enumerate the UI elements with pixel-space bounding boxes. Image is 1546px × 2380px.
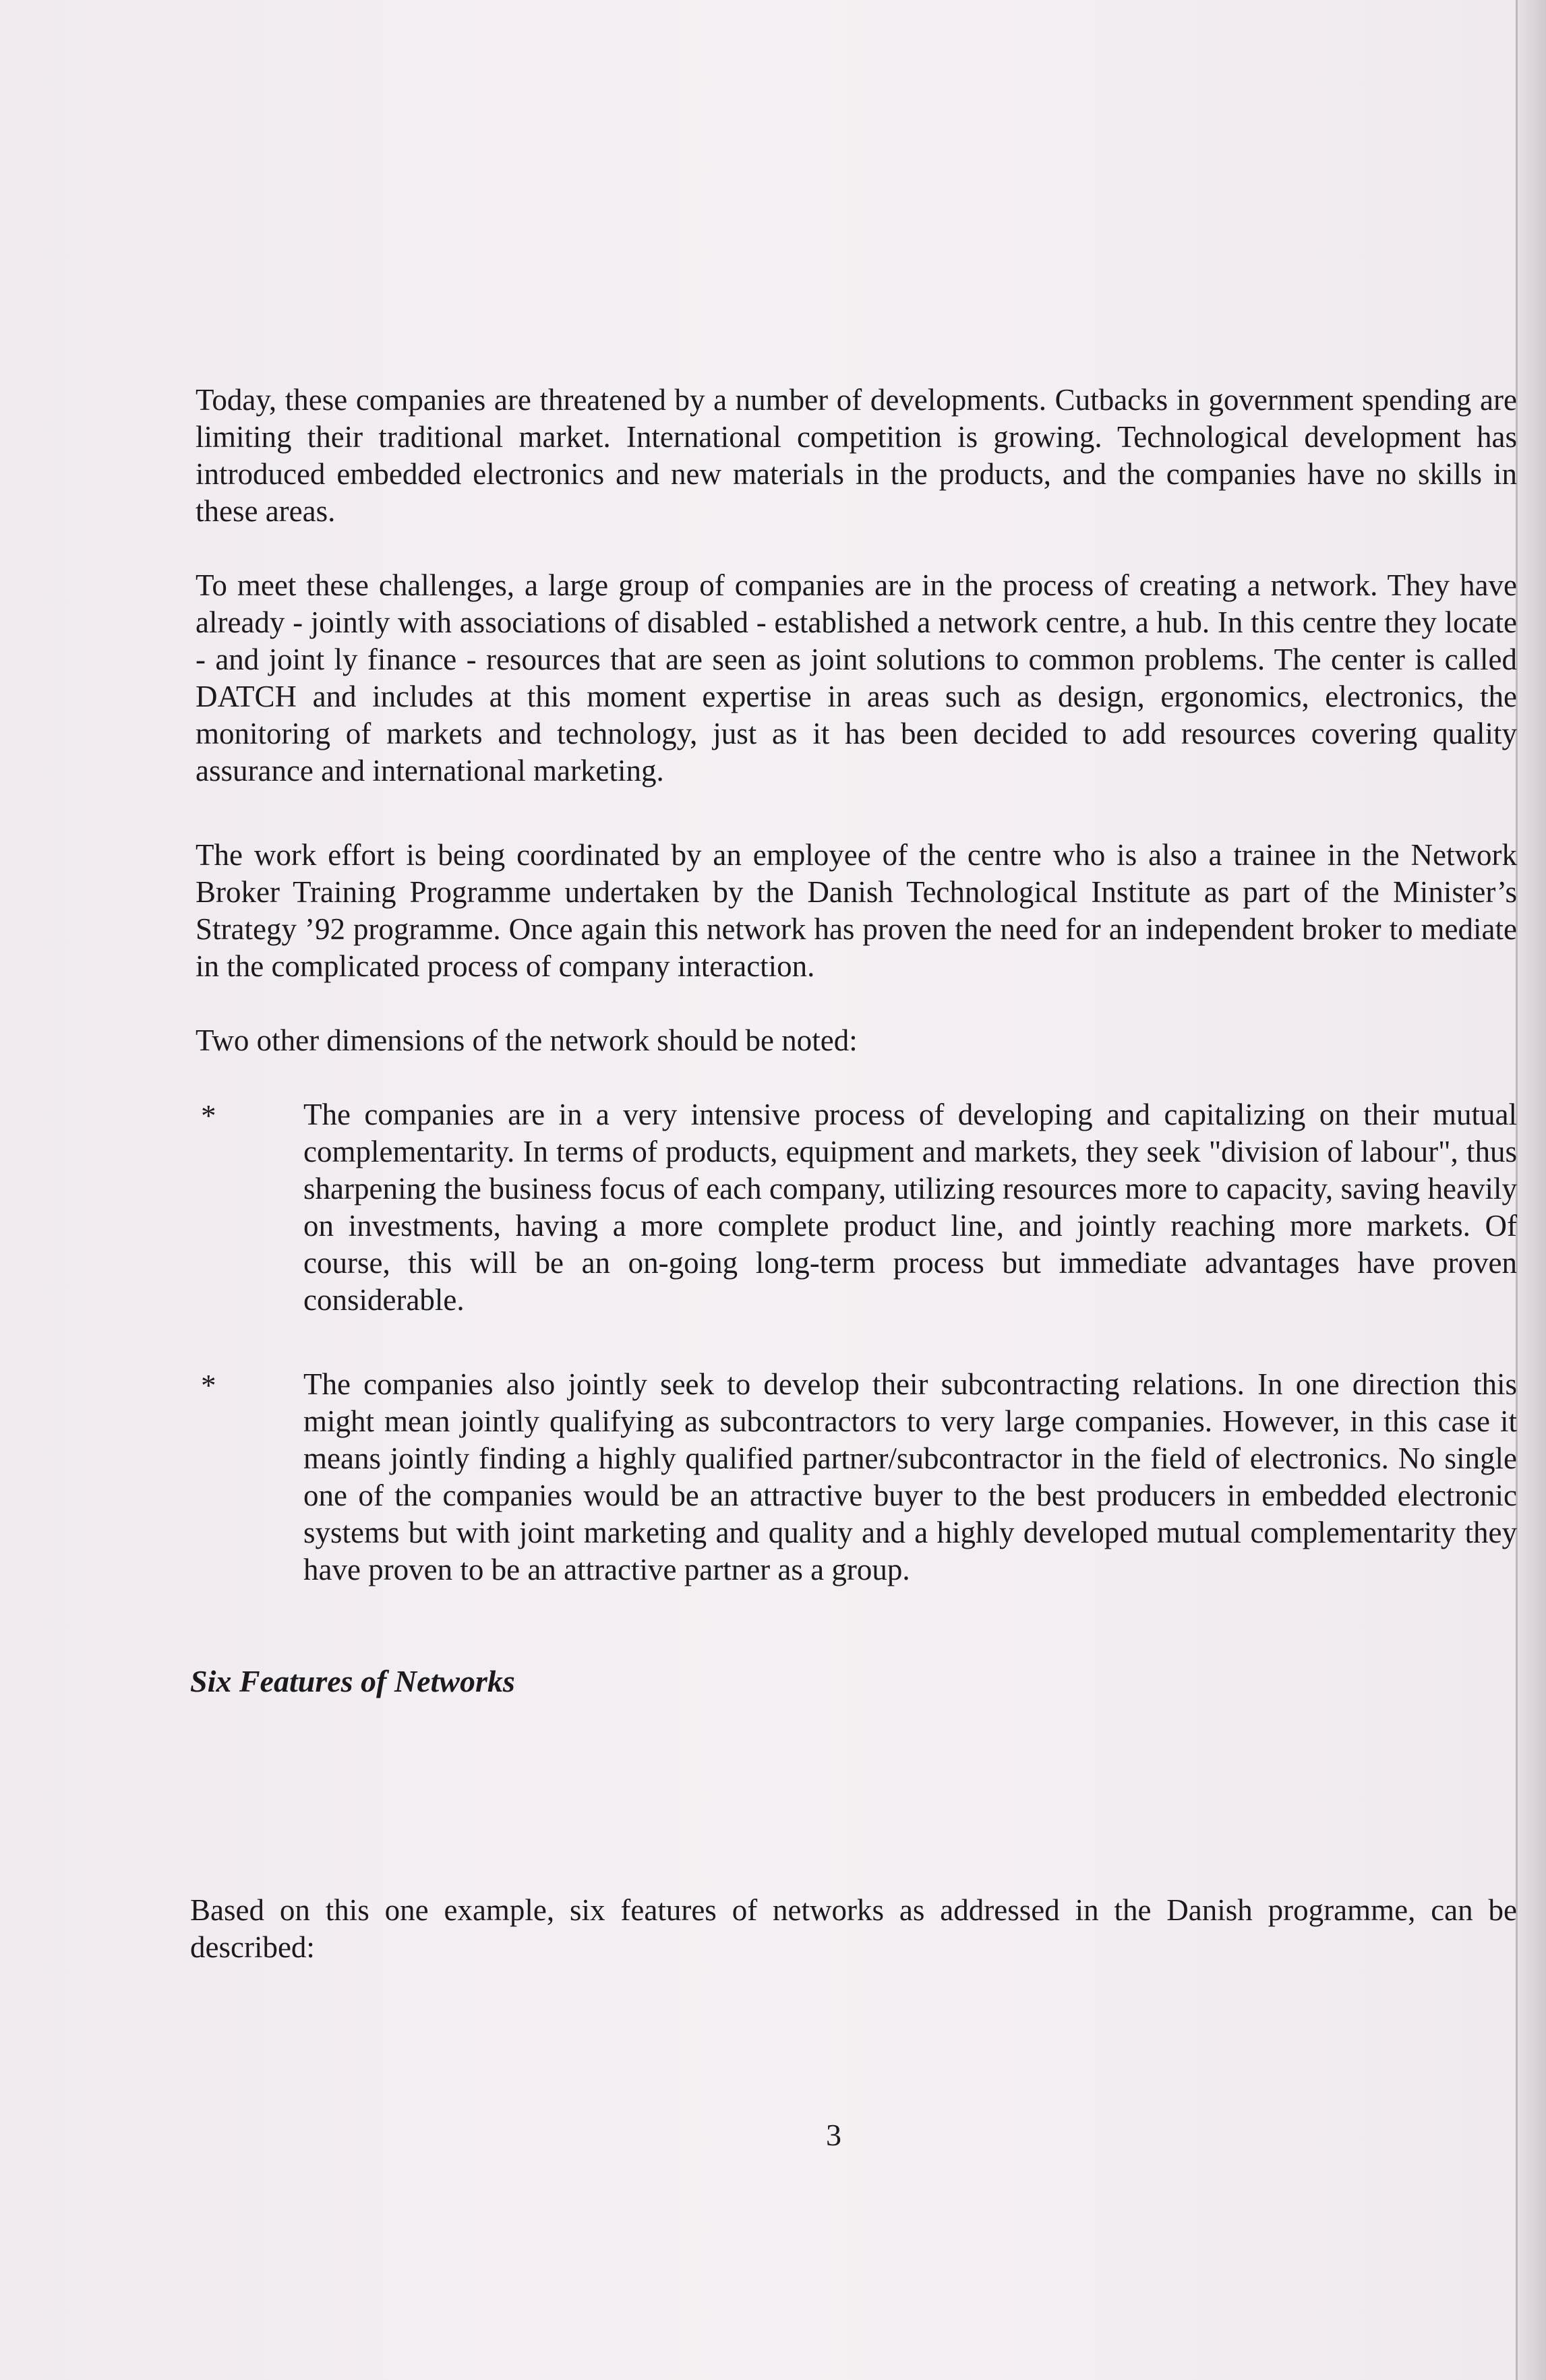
bullet-text: The companies also jointly seek to develop their subcontracting relations. In one direction this might mean jointly qualifying as subcontractors to very large companies. However, in this case it means jointly finding a highly qualified partner/subcontractor in the field of electronics. No single one of the companies would be an attractive buyer to the best producers in embedded electronic systems but with joint marketing and quality and a highly developed mutual complementarity they have proven to be an attractive partner as a group. bbox=[303, 1367, 1517, 1586]
paragraph-six-features-intro: Based on this one example, six features of networks as addressed in the Danish programme, can be described: bbox=[190, 1893, 1517, 1964]
paragraph-threats: Today, these companies are threatened by a number of developments. Cutbacks in government spending are limiting their traditional market. International competition is growing. Technological development has introduced embedded electronics and new materials in the products, and the companies have no skills in these areas. bbox=[196, 383, 1517, 528]
section-heading: Six Features of Networks bbox=[190, 1664, 515, 1698]
page-number: 3 bbox=[826, 2118, 841, 2152]
paragraph-dimensions-intro: Two other dimensions of the network should be noted: bbox=[196, 1023, 858, 1057]
bullet-item-subcontracting bbox=[196, 1366, 1517, 1588]
paragraph-broker: The work effort is being coordinated by an employee of the centre who is also a trainee in the Network Broker Training Programme undertaken by the Danish Technological Institute as part of the Minister’s Strategy ’92 programme. Once again this network has proven the need for an independent broker to mediate in the complicated process of company interaction. bbox=[196, 838, 1517, 983]
page-edge-shadow bbox=[1516, 0, 1546, 2380]
bullet-asterisk: * bbox=[201, 1099, 216, 1133]
bullet-item-complementarity bbox=[196, 1096, 1517, 1319]
paragraph-network-centre: To meet these challenges, a large group of companies are in the process of creating a network. They have already - jointly with associations of disabled - established a network centre, a hub. In this centre they locate - and joint ly finance - resources that are seen as joint solutions to common problems. The center is called DATCH and includes at this moment expertise in areas such as design, ergonomics, electronics, the monitoring of markets and technology, just as it has been decided to add resources covering quality assurance and international marketing. bbox=[196, 568, 1517, 787]
bullet-asterisk: * bbox=[201, 1369, 216, 1402]
bullet-text: The companies are in a very intensive process of developing and capitalizing on their mutual complementarity. In terms of products, equipment and markets, they seek "division of labour", thus sharpening the business focus of each company, utilizing resources more to capacity, saving heavily on investments, having a more complete product line, and jointly reaching more markets. Of course, this will be an on-going long-term process but immediate advantages have proven considerable. bbox=[303, 1098, 1517, 1317]
